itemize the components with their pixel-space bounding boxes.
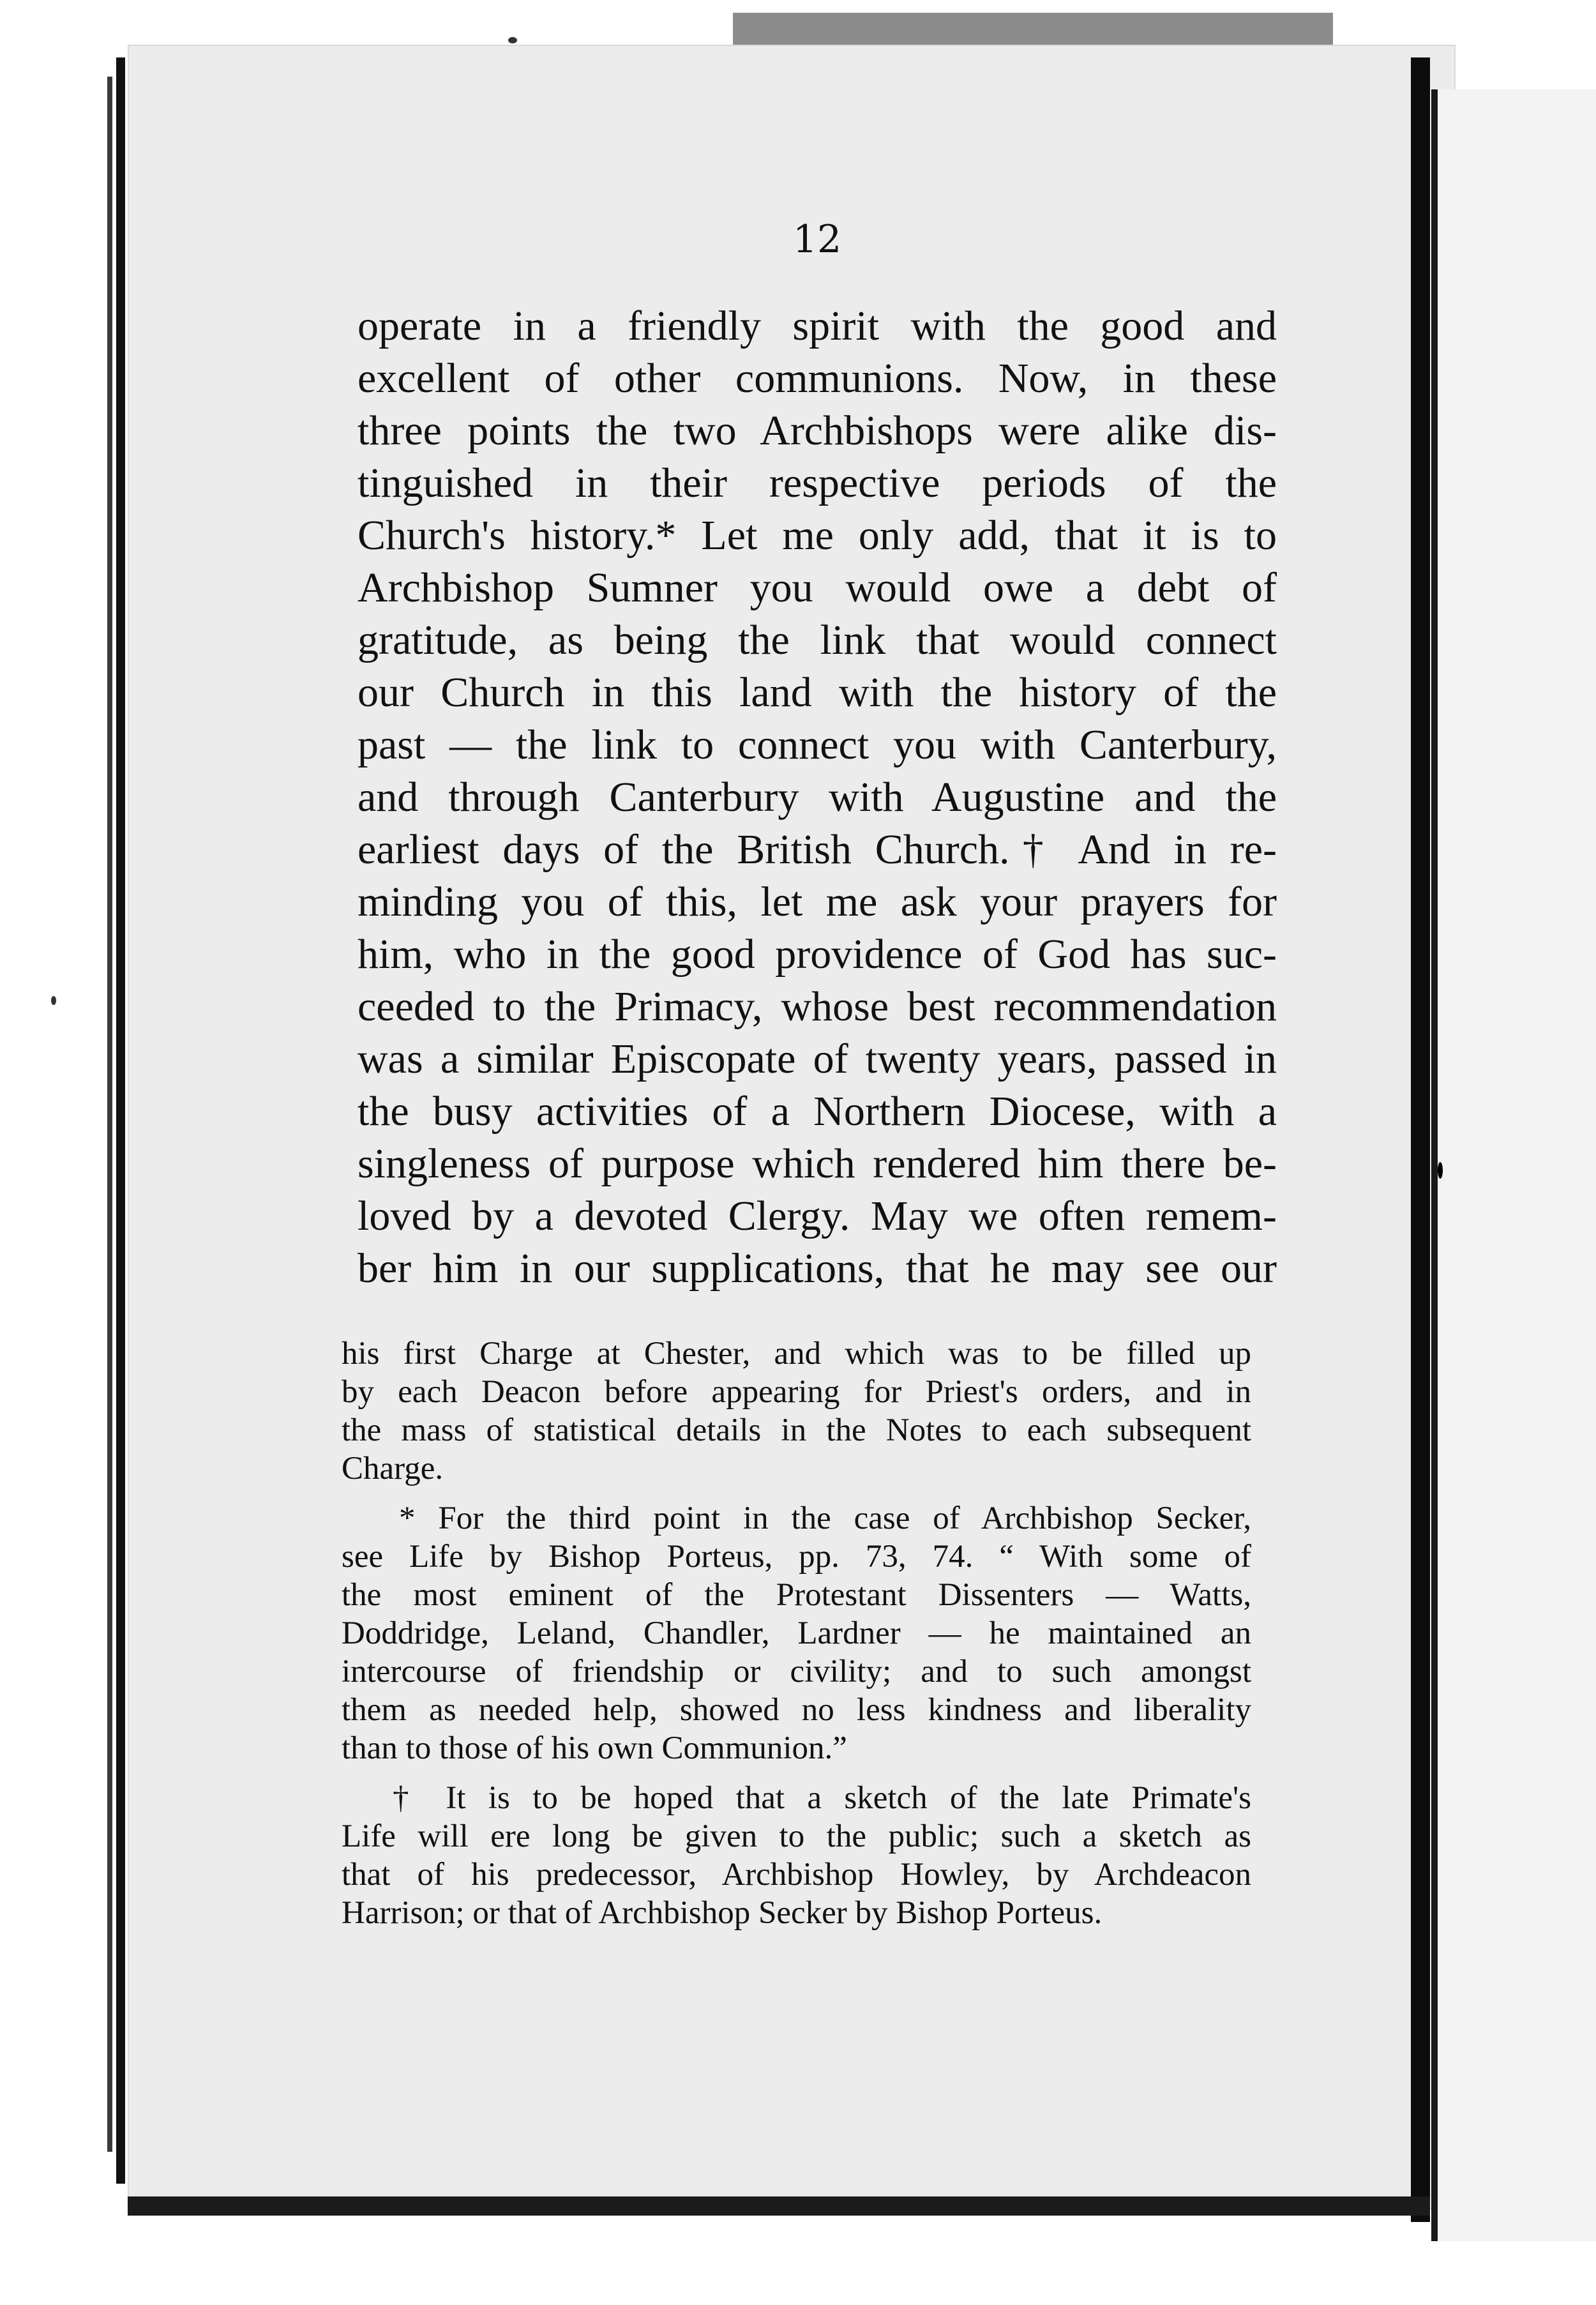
footnote-star	[342, 1499, 1251, 1767]
body-line: our Church in this land with the history of the	[358, 669, 1277, 716]
footnote-line: his first Charge at Chester, and which was to be filled up	[342, 1336, 1251, 1372]
body-line: minding you of this, let me ask your prayers for	[358, 879, 1277, 925]
scan-speck	[51, 996, 56, 1005]
body-line: tinguished in their respective periods of the	[358, 460, 1277, 506]
page-number: 12	[792, 217, 842, 262]
body-line: gratitude, as being the link that would connect	[358, 617, 1277, 663]
body-line: the busy activities of a Northern Diocese, with a	[358, 1088, 1277, 1135]
body-line: Church's history.* Let me only add, that it is to	[358, 512, 1277, 559]
body-line: earliest days of the British Church.† And in re-	[358, 826, 1277, 873]
body-line: and through Canterbury with Augustine and the	[358, 774, 1277, 820]
footnote-continuation	[342, 1334, 1251, 1488]
footnote-line: them as needed help, showed no less kindness and liberality	[342, 1692, 1251, 1728]
page-gutter	[1411, 57, 1430, 2222]
body-line: singleness of purpose which rendered him there be-	[358, 1140, 1277, 1187]
footnote-line: that of his predecessor, Archbishop Howley, by Archdeacon	[342, 1857, 1251, 1893]
footnote-line: intercourse of friendship or civility; and to such amongst	[342, 1654, 1251, 1689]
footnotes	[342, 1334, 1251, 1932]
footnote-line: Harrison; or that of Archbishop Secker by Bishop Porteus.	[342, 1895, 1103, 1931]
body-line: was a similar Episcopate of twenty years, passed in	[358, 1036, 1277, 1082]
body-line: excellent of other communions. Now, in these	[358, 355, 1277, 402]
footnote-line: the most eminent of the Protestant Dissenters — Watts,	[342, 1577, 1251, 1613]
page-edge-left	[116, 57, 125, 2184]
body-line: operate in a friendly spirit with the good and	[358, 303, 1277, 349]
footnote-line: than to those of his own Communion.”	[342, 1730, 847, 1766]
footnote-line: Charge.	[342, 1451, 444, 1486]
body-line: loved by a devoted Clergy. May we often remem-	[358, 1193, 1277, 1239]
footnote-line: the mass of statistical details in the Notes to each subsequent	[342, 1412, 1251, 1448]
body-line: him, who in the good providence of God has suc-	[358, 931, 1277, 978]
footnote-line: see Life by Bishop Porteus, pp. 73, 74. “ With some of	[342, 1539, 1251, 1575]
body-line: Archbishop Sumner you would owe a debt of	[358, 564, 1277, 611]
adjacent-page	[1431, 89, 1596, 2241]
body-line: past — the link to connect you with Canterbury,	[358, 722, 1277, 768]
footnote-line: * For the third point in the case of Archbishop Secker,	[399, 1500, 1251, 1536]
page-edge-outer	[107, 77, 112, 2152]
footnote-line: by each Deacon before appearing for Priest's orders, and in	[342, 1374, 1251, 1410]
body-text	[358, 300, 1277, 1295]
footnote-line: Doddridge, Leland, Chandler, Lardner — he maintained an	[342, 1615, 1251, 1651]
footnote-line: † It is to be hoped that a sketch of the late Primate's	[393, 1780, 1251, 1816]
scan-speck	[1438, 1162, 1443, 1179]
body-line: ceeded to the Primacy, whose best recommendation	[358, 983, 1277, 1030]
footnote-dagger	[342, 1779, 1251, 1932]
body-line: ber him in our supplications, that he may see our	[358, 1245, 1277, 1292]
footnote-line: Life will ere long be given to the public; such a sketch as	[342, 1818, 1251, 1854]
page-bottom-shadow	[128, 2196, 1430, 2216]
body-line: three points the two Archbishops were alike dis-	[358, 407, 1277, 454]
scan-speck	[508, 37, 517, 43]
